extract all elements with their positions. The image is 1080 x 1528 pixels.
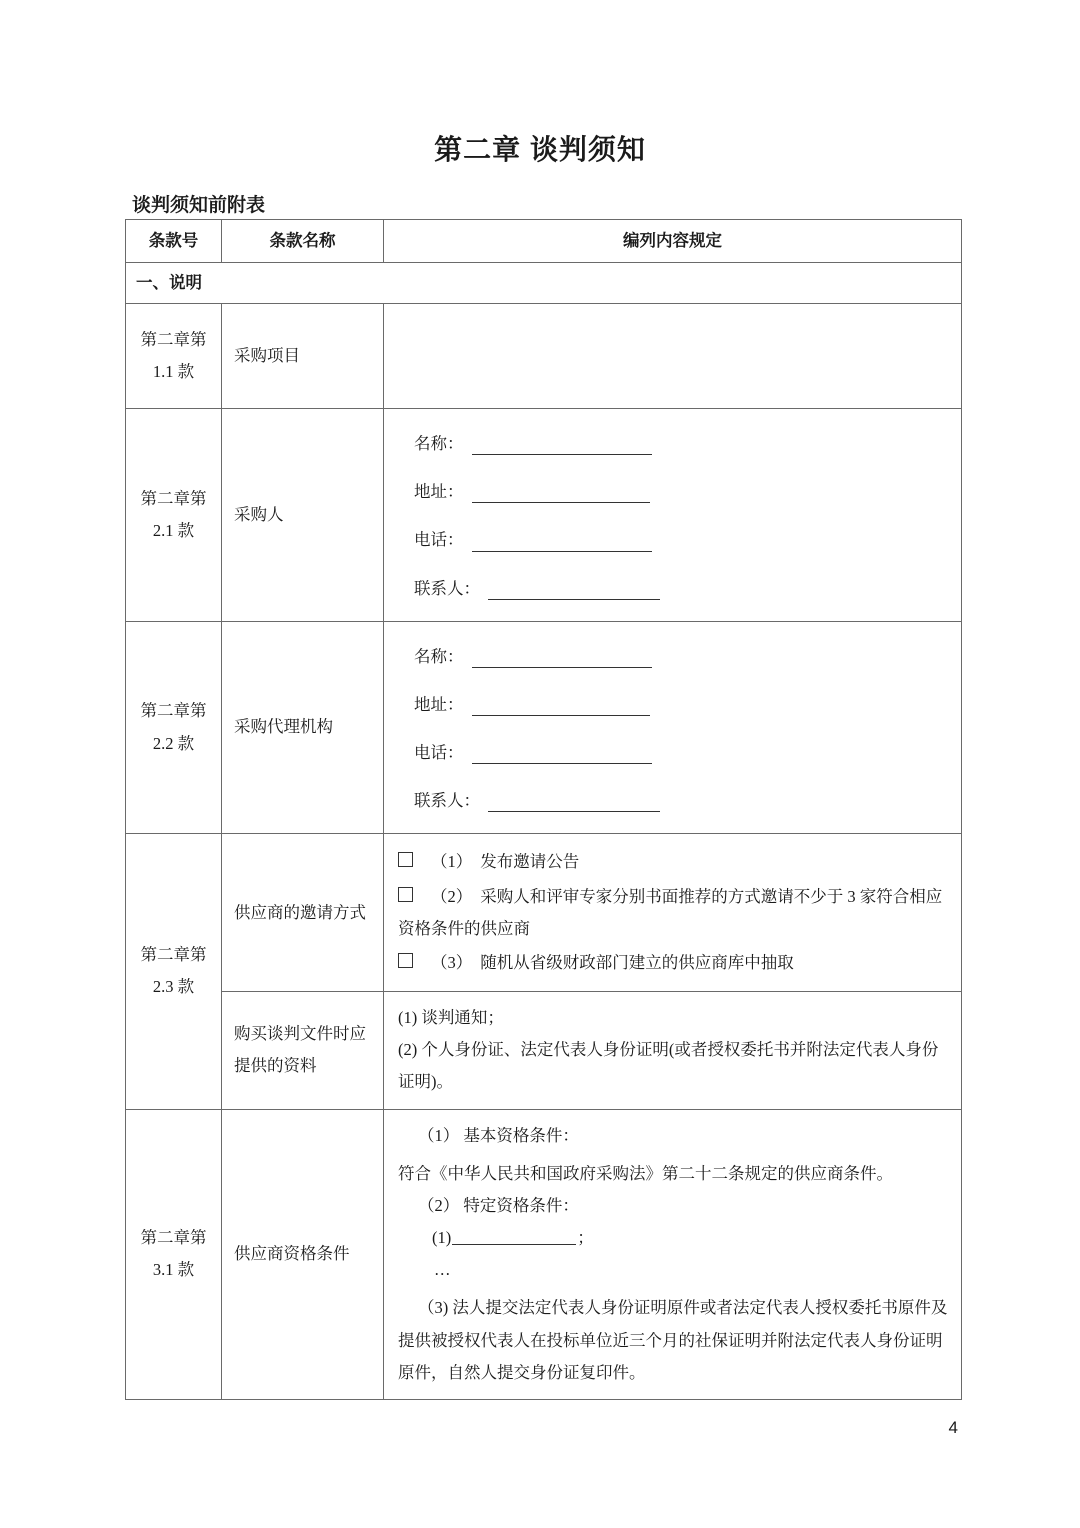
table-caption: 谈判须知前附表 <box>132 195 266 216</box>
content-3-1 <box>384 1109 962 1399</box>
clause-name-2-1: 采购人 <box>222 409 384 622</box>
clause-name-2-3-invitation: 供应商的邀请方式 <box>222 834 384 992</box>
field-agency-address <box>414 689 949 721</box>
field-agency-contact-label: 联系人： <box>414 791 480 811</box>
header-clause-no: 条款号 <box>126 220 222 263</box>
clause-no-3-1-line2: 3.1 款 <box>152 1260 195 1280</box>
clause-no-3-1-line1: 第二章第 <box>140 1228 207 1248</box>
table-row-3-1 <box>126 1109 962 1399</box>
field-purchaser-phone-blank[interactable] <box>472 551 652 552</box>
field-agency-contact-blank[interactable] <box>488 811 660 812</box>
checkbox-icon-option-2[interactable] <box>398 887 413 902</box>
field-purchaser-address-blank[interactable] <box>472 502 650 503</box>
field-agency-address-label: 地址： <box>414 694 464 714</box>
clause-no-2-1 <box>126 409 222 622</box>
field-purchaser-contact-blank[interactable] <box>488 599 660 600</box>
page-number: 4 <box>948 1418 958 1437</box>
clause-no-1-1-line2: 1.1 款 <box>152 362 195 381</box>
option-row-3[interactable] <box>398 947 949 979</box>
field-agency-phone-blank[interactable] <box>472 763 652 764</box>
option-1-number: （1） <box>431 852 473 872</box>
field-purchaser-phone-label: 电话： <box>414 530 464 550</box>
option-2-text: 采购人和评审专家分别书面推荐的方式邀请不少于 3 家符合相应资格条件的供应商 <box>398 886 943 938</box>
qualification-item2-sub-suffix: ； <box>577 1228 594 1248</box>
section-one-label: 一、说明 <box>126 263 962 304</box>
checkbox-icon-option-1[interactable] <box>398 852 413 867</box>
qualification-item2-sub <box>398 1222 949 1254</box>
clause-no-2-2 <box>126 621 222 834</box>
option-row-1[interactable] <box>398 846 949 878</box>
table-row-2-3-documents <box>126 992 962 1110</box>
clause-no-1-1-line1: 第二章第 <box>140 329 207 349</box>
clause-no-2-1-line2: 2.1 款 <box>152 520 195 540</box>
table-row-2-2 <box>126 621 962 834</box>
clause-no-2-1-line1: 第二章第 <box>140 488 207 508</box>
clause-name-2-3-documents: 购买谈判文件时应提供的资料 <box>222 992 384 1110</box>
clause-no-2-3-line1: 第二章第 <box>140 945 207 965</box>
clause-no-2-3-line2: 2.3 款 <box>152 977 195 997</box>
clause-name-3-1: 供应商资格条件 <box>222 1109 384 1399</box>
table-header-row <box>126 220 962 263</box>
option-2-number: （2） <box>431 886 473 906</box>
content-2-3-documents <box>384 992 962 1110</box>
section-heading-row <box>126 263 962 304</box>
qualification-item2-sub-prefix: (1) <box>432 1228 452 1248</box>
clause-no-2-2-line1: 第二章第 <box>140 701 207 721</box>
header-clause-name: 条款名称 <box>222 220 384 263</box>
field-agency-contact <box>414 785 949 817</box>
field-purchaser-name <box>414 428 949 460</box>
field-purchaser-contact-label: 联系人： <box>414 578 480 598</box>
option-3-number: （3） <box>431 952 473 972</box>
clause-no-2-2-line2: 2.2 款 <box>152 733 195 753</box>
field-agency-address-blank[interactable] <box>472 715 650 716</box>
field-purchaser-name-label: 名称： <box>414 434 464 453</box>
qualification-item3-body: （3) 法人提交法定代表人身份证明原件或者法定代表人授权委托书原件及提供被授权代表人在投标单位近三个月的社保证明并附法定代表人身份证明原件，自然人提交身份证复印件。 <box>398 1298 948 1382</box>
clause-no-1-1 <box>126 304 222 409</box>
field-agency-phone-label: 电话： <box>414 743 464 763</box>
field-purchaser-contact <box>414 573 949 605</box>
field-purchaser-phone <box>414 524 949 556</box>
negotiation-notice-table <box>125 219 962 1400</box>
qualification-item2-heading: （2） 特定资格条件： <box>418 1195 579 1215</box>
option-3-text: 随机从省级财政部门建立的供应商库中抽取 <box>480 952 794 972</box>
qualification-item1-heading: （1） 基本资格条件： <box>418 1125 579 1145</box>
content-2-1 <box>384 409 962 622</box>
documents-line-2: (2) 个人身份证、法定代表人身份证明(或者授权委托书并附法定代表人身份证明)。 <box>398 1040 939 1092</box>
option-1-text: 发布邀请公告 <box>480 852 580 872</box>
field-agency-name-label: 名称： <box>414 646 464 666</box>
option-row-2[interactable] <box>398 881 949 945</box>
table-row-2-3-invitation <box>126 834 962 992</box>
field-purchaser-name-blank[interactable] <box>472 454 652 455</box>
clause-name-1-1: 采购项目 <box>222 304 384 409</box>
checkbox-icon-option-3[interactable] <box>398 953 413 968</box>
qualification-item1-body: 符合《中华人民共和国政府采购法》第二十二条规定的供应商条件。 <box>398 1163 893 1183</box>
clause-no-3-1 <box>126 1109 222 1399</box>
field-agency-phone <box>414 737 949 769</box>
qualification-item2-ellipsis: … <box>434 1260 453 1280</box>
qualification-item2-sub-blank[interactable] <box>452 1244 576 1245</box>
content-2-3-invitation <box>384 834 962 992</box>
content-1-1 <box>384 304 962 409</box>
table-row-2-1 <box>126 409 962 622</box>
clause-no-2-3 <box>126 834 222 1109</box>
table-row-1-1 <box>126 304 962 409</box>
content-2-2 <box>384 621 962 834</box>
clause-name-2-2: 采购代理机构 <box>222 621 384 834</box>
field-agency-name <box>414 641 949 673</box>
field-purchaser-address-label: 地址： <box>414 482 464 502</box>
page-title: 第二章 谈判须知 <box>434 134 646 165</box>
header-content: 编列内容规定 <box>384 220 962 263</box>
field-purchaser-address <box>414 476 949 508</box>
field-agency-name-blank[interactable] <box>472 667 652 668</box>
documents-line-1: (1) 谈判通知； <box>398 1008 504 1028</box>
